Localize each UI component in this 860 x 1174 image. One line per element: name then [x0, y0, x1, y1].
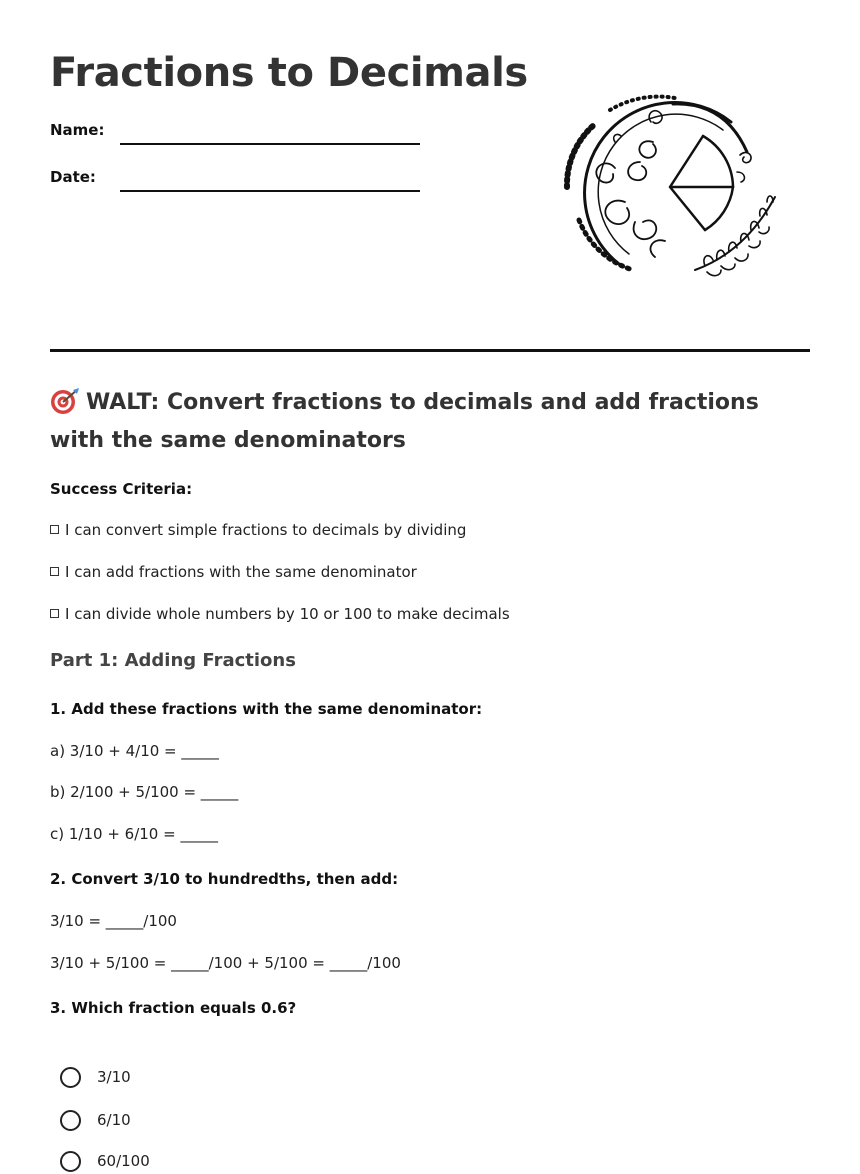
question-2: 2. Convert 3/10 to hundredths, then add:	[50, 870, 399, 888]
option-label: 6/10	[97, 1111, 131, 1129]
criterion-text: I can divide whole numbers by 10 or 100 to make decimals	[65, 605, 510, 623]
success-criteria-title: Success Criteria:	[50, 480, 193, 498]
criterion-item[interactable]	[50, 605, 510, 623]
worksheet-title: Fractions to Decimals	[50, 50, 528, 96]
question-2-line-1: 3/10 = _____/100	[50, 912, 177, 930]
date-field[interactable]	[120, 190, 420, 192]
section-divider	[50, 349, 810, 352]
option-3-10[interactable]	[60, 1064, 131, 1090]
name-label: Name:	[50, 121, 105, 139]
question-1: 1. Add these fractions with the same denominator:	[50, 700, 483, 718]
checkbox-icon[interactable]	[50, 525, 59, 534]
criterion-text: I can add fractions with the same denominator	[65, 563, 417, 581]
fraction-circle-illustration	[555, 92, 785, 282]
option-6-10[interactable]	[60, 1107, 131, 1133]
question-2-line-2: 3/10 + 5/100 = _____/100 + 5/100 = _____/100	[50, 954, 401, 972]
option-label: 3/10	[97, 1068, 131, 1086]
criterion-item[interactable]	[50, 563, 417, 581]
target-icon	[50, 387, 80, 415]
option-label: 60/100	[97, 1152, 150, 1170]
criterion-text: I can convert simple fractions to decimals by dividing	[65, 521, 467, 539]
criterion-item[interactable]	[50, 521, 466, 539]
option-60-100[interactable]	[60, 1148, 150, 1174]
walt-heading	[50, 384, 815, 460]
question-1c: c) 1/10 + 6/10 = _____	[50, 825, 218, 843]
radio-button[interactable]	[60, 1151, 81, 1172]
date-label: Date:	[50, 168, 96, 186]
question-1b: b) 2/100 + 5/100 = _____	[50, 783, 239, 801]
radio-button[interactable]	[60, 1067, 81, 1088]
checkbox-icon[interactable]	[50, 609, 59, 618]
name-field[interactable]	[120, 143, 420, 145]
question-3: 3. Which fraction equals 0.6?	[50, 999, 297, 1017]
part1-title: Part 1: Adding Fractions	[50, 650, 296, 671]
checkbox-icon[interactable]	[50, 567, 59, 576]
question-1a: a) 3/10 + 4/10 = _____	[50, 742, 219, 760]
radio-button[interactable]	[60, 1110, 81, 1131]
walt-text: WALT: Convert fractions to decimals and add fractions with the same denominators	[50, 390, 759, 453]
